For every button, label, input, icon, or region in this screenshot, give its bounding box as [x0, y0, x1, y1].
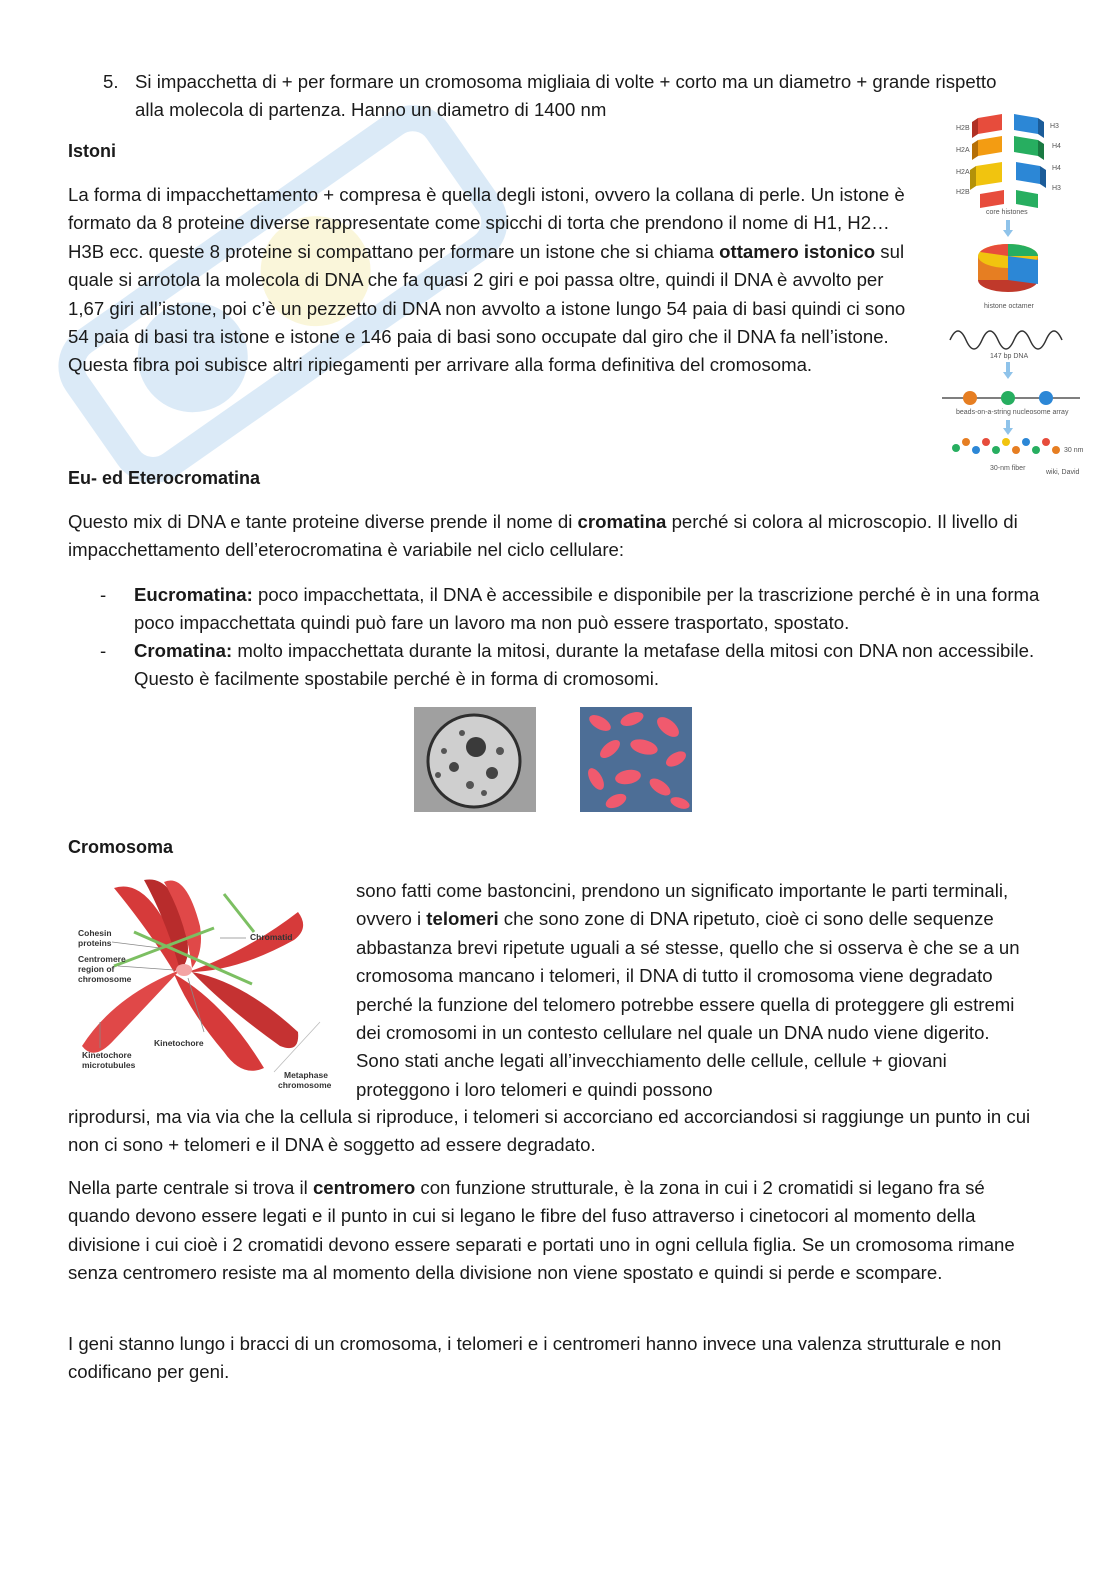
figure-label: microtubules [82, 1060, 136, 1070]
text-span: La forma di impacchettamento + compresa è quella degli istoni, ovvero la collana di perle. Un istone è formato da 8 proteine diverse rappresentate come spicchi di torta che prendono il nome di H1, H2… H3B ecc. queste 8 proteine si compattano per formare un istone che si chiama [68, 184, 905, 262]
figure-label: Metaphase [284, 1070, 328, 1080]
figure-caption: beads-on-a-string nucleosome array [956, 409, 1069, 416]
bullet-dash: - [100, 640, 107, 661]
numbered-list-item [103, 68, 1003, 125]
text-span: perché si colora al microscopio. Il livello di impacchettamento dell’eterocromatina è variabile nel ciclo cellulare: [68, 511, 1018, 561]
core-histones-icon [970, 114, 1046, 208]
bold-term: telomeri [426, 908, 499, 930]
arrow-down-icon [1003, 428, 1013, 435]
section-heading-cromosoma: Cromosoma [68, 837, 174, 857]
chromatin-fiber-icon [952, 438, 1060, 454]
figure-label: Cohesin [78, 928, 112, 938]
bold-term: ottamero istonico [719, 240, 876, 262]
figure-label: chromosome [278, 1080, 332, 1090]
paragraph-cromosoma-continued: riprodursi, ma via via che la cellula si riproduce, i telomeri si accorciano ed accorciandosi si raggiunge un punto in cui non ci sono + telomeri e il DNA è soggetto ad essere degradato. [68, 1106, 1031, 1156]
histone-octamer-icon [978, 244, 1038, 292]
metaphase-chromosome-figure [74, 872, 340, 1094]
chromosomes-micrograph [580, 707, 692, 812]
histone-label: H4 [1052, 165, 1061, 172]
bold-term: Eucromatina: [134, 584, 253, 605]
figure-label: Kinetochore [82, 1050, 132, 1060]
bullet-item-eucromatina [100, 581, 1040, 638]
histone-label: H2A [956, 169, 970, 176]
cell-nucleus-micrograph [414, 707, 536, 812]
text-span: Questo mix di DNA e tante proteine diverse prende il nome di [68, 511, 578, 532]
text-span: con funzione strutturale, è la zona in cui i 2 cromatidi si legano fra sé quando devono essere legati e il punto in cui si legano le fibre del fuso attraverso i cinetocori al momento della divisione i cui cioè i 2 cromatidi devono essere separati e portati uno in ogni cellula figlia. Se un cromosoma rimane senza centromero resiste ma al momento della divisione non viene spostato e quindi si perde e scompare. [68, 1177, 1015, 1284]
list-item-text: Si impacchetta di + per formare un cromosoma migliaia di volte + corto ma un diametro + grande rispetto alla molecola di partenza. Hanno un diametro di 1400 nm [135, 71, 997, 121]
list-number: 5. [103, 71, 119, 92]
arrow-down-icon [1003, 230, 1013, 237]
dna-wave-icon [950, 331, 1062, 349]
histone-label: H4 [1052, 143, 1061, 150]
nucleosome-icon [1039, 391, 1053, 405]
arrow-down-icon [1003, 372, 1013, 379]
bold-term: cromatina [577, 511, 667, 532]
cohesin-rod-icon [224, 894, 254, 932]
figure-label: Kinetochore [154, 1038, 204, 1048]
histone-label: H3 [1050, 123, 1059, 130]
figure-caption: 147 bp DNA [990, 353, 1029, 360]
figure-caption: 30-nm fiber [990, 465, 1026, 472]
figure-caption: core histones [986, 209, 1028, 216]
bold-term: Cromatina: [134, 640, 233, 661]
text-span: poco impacchettata, il DNA è accessibile e disponibile per la trascrizione perché è in una forma poco impacchettata quindi può fare un lavoro ma non può essere trasportato, spostato. [134, 584, 1040, 634]
paragraph-istoni [68, 181, 918, 380]
nucleosome-icon [1001, 391, 1015, 405]
text-span: che sono zone di DNA ripetuto, cioè ci sono delle sequenze abbastanza brevi ripetute uguali a sé stesse, quello che si osserva è che se a un cromosoma mancano i telomeri, il DNA di tutto il cromosoma viene degradato perché la funzione del telomero potrebbe essere quella di proteggere gli estremi dei cromosomi in un contesto cellulare nel quale un DNA nudo viene digerito. Sono stati anche legati all’invecchiamento delle cellule, cellule + giovani proteggono i loro telomeri e quindi possono [356, 908, 1020, 1100]
figure-label: proteins [78, 938, 112, 948]
text-span: Nella parte centrale si trova il [68, 1177, 313, 1198]
figure-label: chromosome [78, 974, 132, 984]
bullet-dash: - [100, 584, 107, 605]
figure-label: region of [78, 964, 115, 974]
text-span: sul quale si arrotola la molecola di DNA che fa quasi 2 giri e poi passa oltre, quindi il DNA è avvolto per 1,67 giri all’istone, poi c’è un pezzetto di DNA non avvolto a istone lungo 54 paia di basi quindi ci sono 54 paia di basi tra istone e istone e 146 paia di basi sono occupate dal giro che il DNA fa nell’istone. Questa fibra poi subisce altri ripiegamenti per arrivare alla forma definitiva del cromosoma. [68, 240, 906, 376]
figure-caption: 30 nm [1064, 447, 1084, 454]
paragraph-cromosoma-1 [356, 877, 1036, 1104]
figure-caption: histone octamer [984, 303, 1034, 310]
paragraph-cromatina [68, 508, 1028, 565]
figure-label: Centromere [78, 954, 126, 964]
histone-label: H3 [1052, 185, 1061, 192]
section-heading-cromatina: Eu- ed Eterocromatina [68, 468, 261, 488]
text-span: molto impacchettata durante la mitosi, durante la metafase della mitosi con DNA non accessibile. Questo è facilmente spostabile perché è in forma di cromosomi. [134, 640, 1035, 690]
histone-label: H2B [956, 125, 970, 132]
figure-label: Chromatid [250, 932, 293, 942]
histone-packaging-figure [940, 108, 1090, 480]
paragraph-centromero [68, 1174, 1048, 1288]
section-heading-istoni: Istoni [68, 141, 116, 161]
bullet-item-cromatina [100, 637, 1040, 694]
histone-label: H2B [956, 189, 970, 196]
centromere-icon [176, 964, 192, 976]
paragraph-geni: I geni stanno lungo i bracci di un cromosoma, i telomeri e i centromeri hanno invece una valenza strutturale e non codificano per geni. [68, 1333, 1002, 1383]
bold-term: centromero [312, 1177, 416, 1198]
nucleosome-icon [963, 391, 977, 405]
figure-credit: wiki, David [1046, 469, 1080, 476]
text-span: sono fatti come bastoncini, prendono un significato importante le parti terminali, ovvero i [356, 880, 1009, 930]
histone-label: H2A [956, 147, 970, 154]
